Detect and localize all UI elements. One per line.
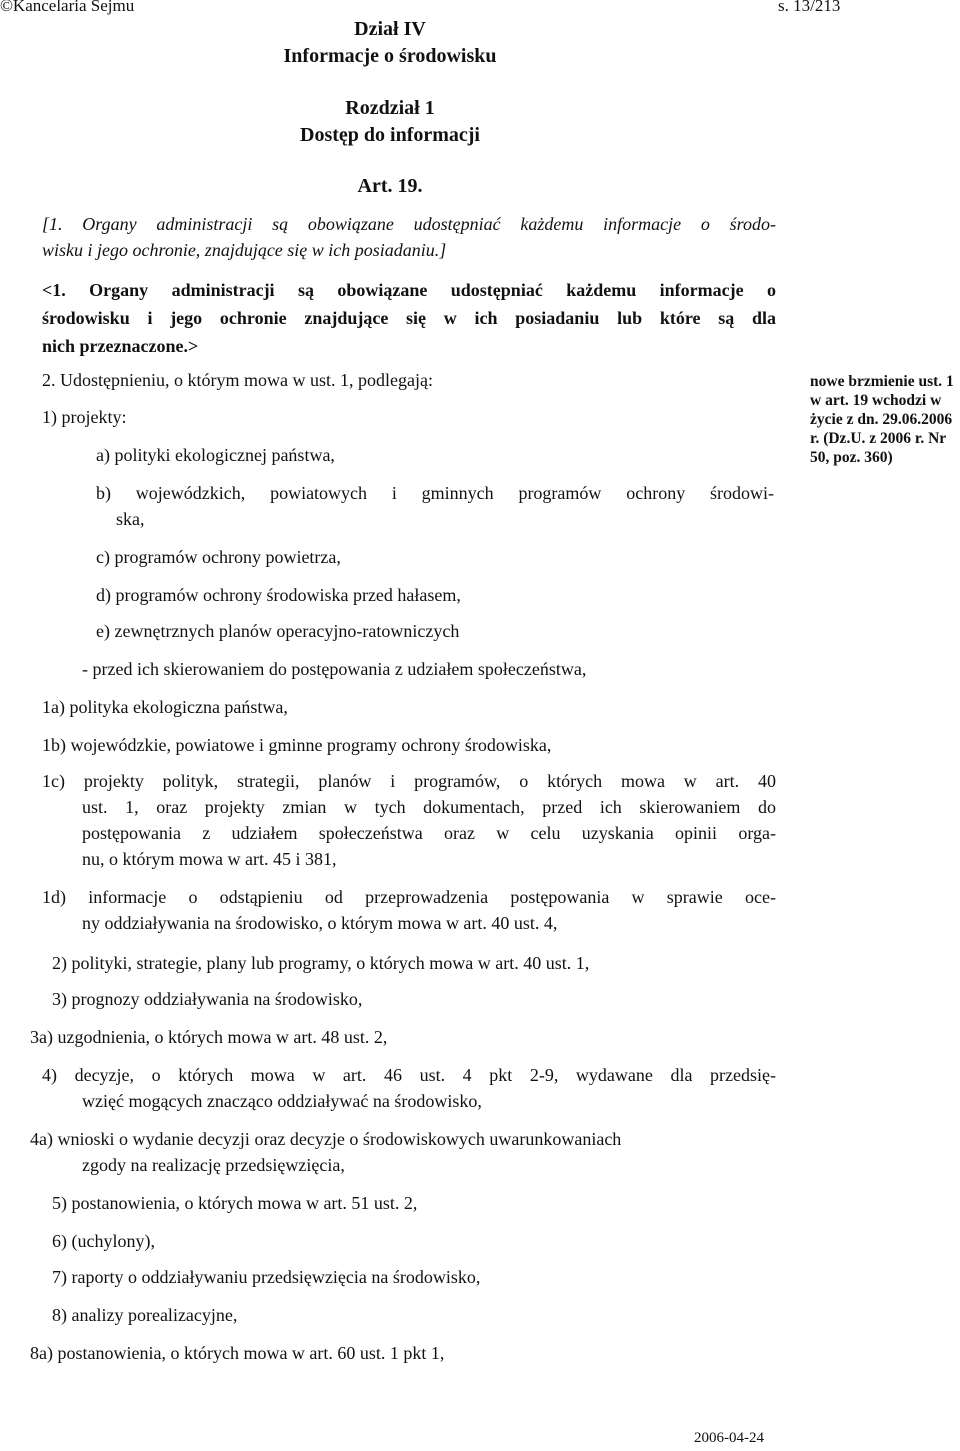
new-paragraph-line: nich przeznaczone.>: [42, 336, 199, 356]
list-item-cont: ust. 1, oraz projekty zmian w tych dokumentach, przed ich skierowaniem do: [82, 797, 776, 817]
sub-list-item: b) wojewódzkich, powiatowych i gminnych programów ochrony środowi-: [96, 483, 774, 503]
sub-list-item: e) zewnętrznych planów operacyjno-ratowniczych: [96, 621, 460, 641]
list-item: 1) projekty:: [42, 407, 127, 427]
sub-list-item: c) programów ochrony powietrza,: [96, 547, 341, 567]
list-item: 3) prognozy oddziaływania na środowisko,: [52, 989, 363, 1009]
list-item-cont: nu, o którym mowa w art. 45 i 381,: [82, 849, 337, 869]
side-note-line: w art. 19 wchodzi w: [810, 392, 942, 409]
article-heading: Art. 19.: [357, 175, 423, 197]
list-item: 4) decyzje, o których mowa w art. 46 ust. 4 pkt 2-9, wydawane dla przedsię-: [42, 1065, 776, 1085]
list-item: 8a) postanowienia, o których mowa w art. 60 ust. 1 pkt 1,: [30, 1343, 445, 1363]
side-note-line: r. (Dz.U. z 2006 r. Nr: [810, 430, 947, 447]
list-item: 5) postanowienia, o których mowa w art. 51 ust. 2,: [52, 1193, 418, 1213]
new-paragraph-line: środowisku i jego ochronie znajdujące się w ich posiadaniu lub które są dla: [42, 308, 776, 328]
list-item: 2) polityki, strategie, plany lub programy, o których mowa w art. 40 ust. 1,: [52, 953, 590, 973]
list-item: 8) analizy porealizacyjne,: [52, 1305, 238, 1325]
list-item: 1c) projekty polityk, strategii, planów i programów, o których mowa w art. 40: [42, 771, 776, 791]
paragraph-2: 2. Udostępnieniu, o którym mowa w ust. 1, podlegają:: [42, 370, 433, 390]
section-heading: Dział IV: [354, 18, 426, 40]
old-paragraph-line: [1. Organy administracji są obowiązane udostępniać każdemu informacje o środo-: [42, 214, 776, 234]
sub-list-item: a) polityki ekologicznej państwa,: [96, 445, 335, 465]
chapter-title: Dostęp do informacji: [300, 124, 480, 146]
sub-list-item-cont: ska,: [116, 509, 145, 529]
footer-date: 2006-04-24: [694, 1430, 764, 1446]
page-number: s. 13/213: [778, 0, 841, 15]
new-paragraph-line: <1. Organy administracji są obowiązane udostępniać każdemu informacje o: [42, 280, 776, 300]
sub-list-item: d) programów ochrony środowiska przed hałasem,: [96, 585, 461, 605]
list-item: 3a) uzgodnienia, o których mowa w art. 48 ust. 2,: [30, 1027, 388, 1047]
old-paragraph-line: wisku i jego ochronie, znajdujące się w ich posiadaniu.]: [42, 240, 447, 260]
section-title: Informacje o środowisku: [283, 45, 497, 67]
chapter-heading: Rozdział 1: [345, 97, 435, 119]
side-note-line: nowe brzmienie ust. 1: [810, 373, 954, 390]
list-item-cont: postępowania z udziałem społeczeństwa oraz w celu uzyskania opinii orga-: [82, 823, 776, 843]
list-item: 7) raporty o oddziaływaniu przedsięwzięcia na środowisko,: [52, 1267, 481, 1287]
list-item-cont: ny oddziaływania na środowisko, o którym mowa w art. 40 ust. 4,: [82, 913, 558, 933]
list-item: 1b) wojewódzkie, powiatowe i gminne programy ochrony środowiska,: [42, 735, 552, 755]
list-item: 1a) polityka ekologiczna państwa,: [42, 697, 288, 717]
list-item: 1d) informacje o odstąpieniu od przeprowadzenia postępowania w sprawie oce-: [42, 887, 776, 907]
side-note-line: życie z dn. 29.06.2006: [810, 411, 953, 428]
copyright-header: ©Kancelaria Sejmu: [0, 0, 135, 15]
list-tail: - przed ich skierowaniem do postępowania z udziałem społeczeństwa,: [82, 659, 587, 679]
list-item-cont: wzięć mogących znacząco oddziaływać na środowisko,: [82, 1091, 482, 1111]
side-note-line: 50, poz. 360): [810, 449, 893, 466]
list-item-cont: zgody na realizację przedsięwzięcia,: [82, 1155, 345, 1175]
list-item: 6) (uchylony),: [52, 1231, 155, 1251]
list-item: 4a) wnioski o wydanie decyzji oraz decyzje o środowiskowych uwarunkowaniach: [30, 1129, 622, 1149]
